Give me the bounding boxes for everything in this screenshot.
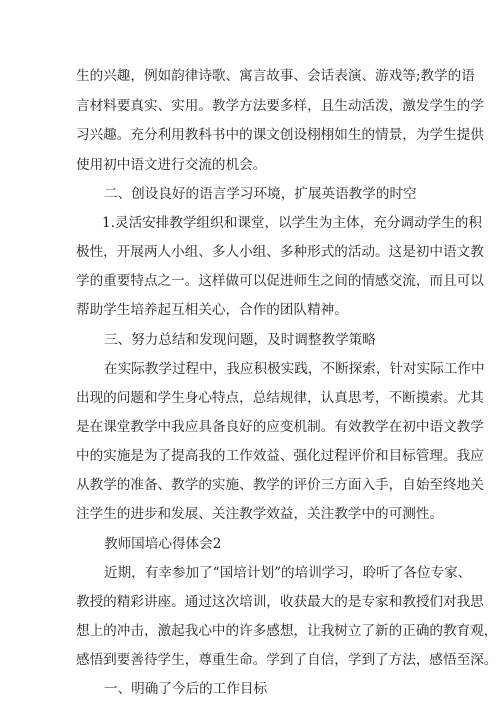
paragraph-line: 感悟到要善待学生，尊重生命。学到了自信，学到了方法，感悟至深。	[76, 652, 498, 668]
paragraph-line: 极性，开展两人小组、多人小组、多种形式的活动。这是初中语文教	[76, 244, 484, 260]
article-title: 教师国培心得体会2	[104, 536, 222, 552]
paragraph-line: 在实际教学过程中，我应积极实践，不断探索，针对实际工作中	[104, 361, 485, 377]
paragraph-line: 使用初中语文进行交流的机会。	[76, 157, 267, 173]
paragraph-line: 近期，有幸参加了“国培计划”的培训学习，聆听了各位专家、	[104, 565, 472, 581]
paragraph-line: 是在课堂教学中我应具备良好的应变机制。有效教学在初中语文教学	[76, 419, 484, 435]
paragraph-line: 学的重要特点之一。这样做可以促进师生之间的情感交流，而且可以	[76, 273, 484, 289]
paragraph-line: 注学生的进步和发展、关注教学效益，关注教学中的可测性。	[76, 506, 444, 522]
paragraph-line: 言材料要真实、实用。教学方法要多样，且生动活泼，激发学生的学	[76, 98, 484, 114]
paragraph-line: 生的兴趣，例如韵律诗歌、寓言故事、会话表演、游戏等;教学的语	[76, 68, 475, 84]
paragraph-line: 从教学的准备、教学的实施、教学的评价三方面入手，自始至终地关	[76, 477, 484, 493]
paragraph-line: 习兴趣。充分利用教科书中的课文创设栩栩如生的情景，为学生提供	[76, 127, 484, 143]
paragraph-line: 帮助学生培养起互相关心，合作的团队精神。	[76, 302, 348, 318]
paragraph-line: 出现的问题和学生身心特点，总结规律，认真思考，不断摸索。尤其	[76, 390, 484, 406]
section-heading: 一、明确了今后的工作目标	[104, 681, 268, 697]
section-heading: 二、创设良好的语言学习环境，扩展英语教学的时空	[104, 186, 417, 202]
paragraph-line: 教授的精彩讲座。通过这次培训，收获最大的是专家和教授们对我思	[76, 594, 484, 610]
paragraph-line: 1.灵活安排教学组织和课堂，以学生为主体，充分调动学生的积	[102, 215, 482, 231]
paragraph-line: 中的实施是为了提高我的工作效益、强化过程评价和目标管理。我应	[76, 448, 484, 464]
section-heading: 三、努力总结和发现问题，及时调整教学策略	[104, 332, 376, 348]
paragraph-line: 想上的冲击，激起我心中的许多感想，让我树立了新的正确的教育观，	[76, 623, 498, 639]
